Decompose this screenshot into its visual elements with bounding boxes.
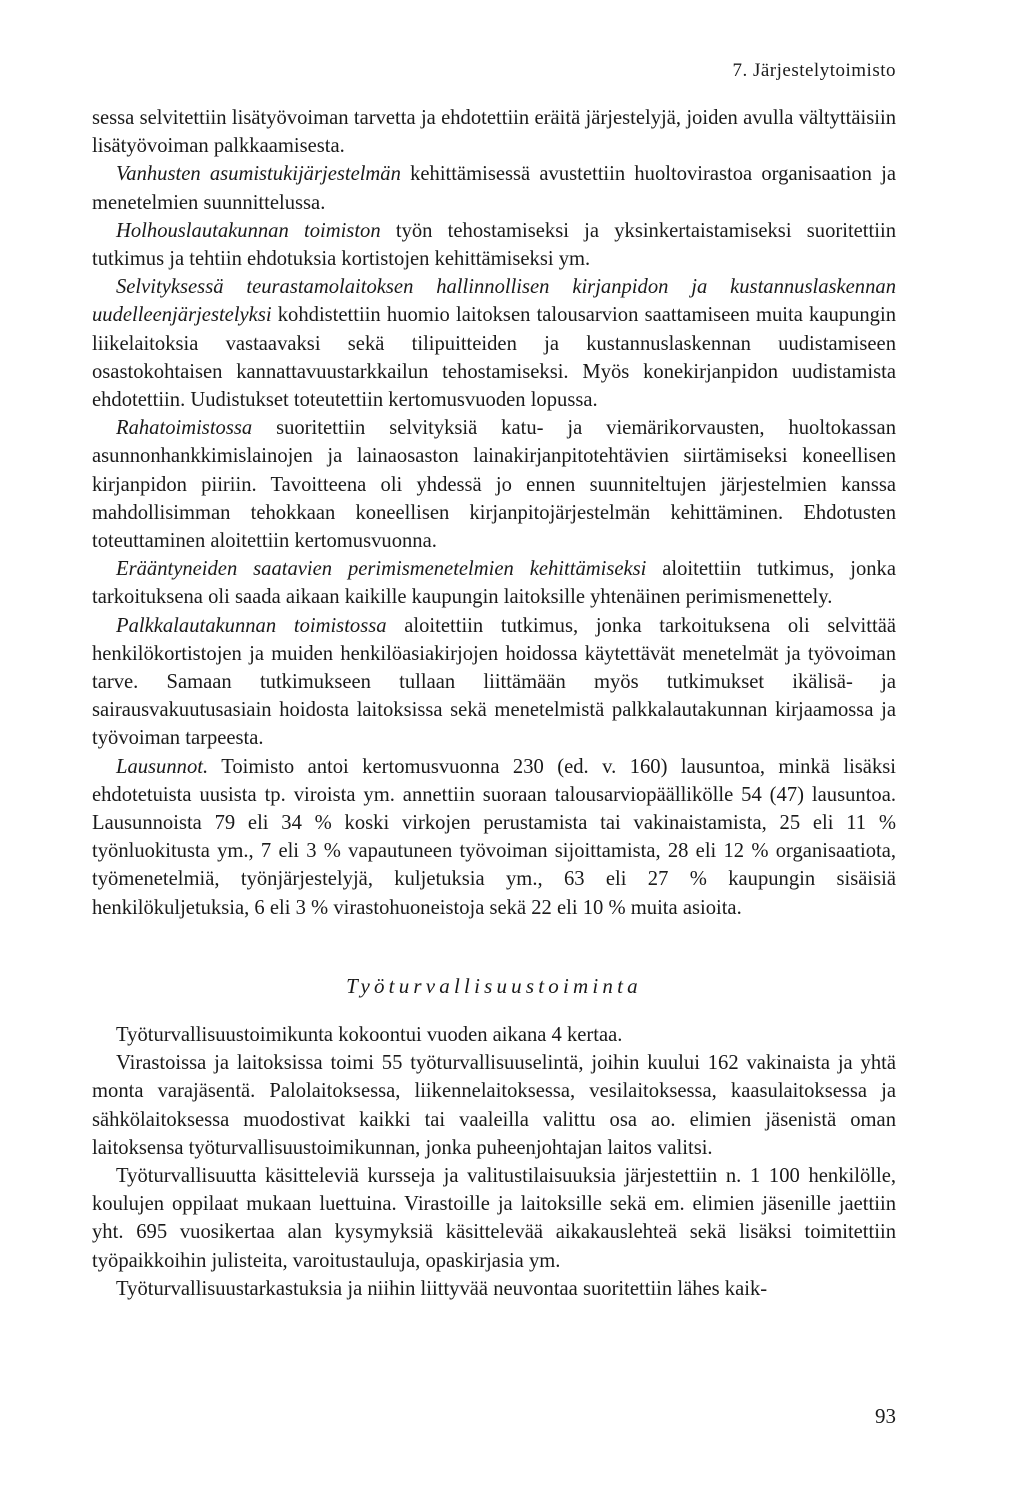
paragraph-3-lead: Selvityksessä teurastamolaitoksen hallinnollisen kirjanpidon ja kustannuslaskennan uudelleenjärjestelyksi <box>92 276 896 327</box>
page-number: 93 <box>875 1404 896 1428</box>
section-paragraph-2: Työturvallisuutta käsitteleviä kursseja ja valitustilaisuuksia järjestettiin n. 1 100 henkilölle, koulujen oppilaat mukaan luettuina. Virastoille ja laitoksille sekä em. elimien jäsenille jaettiin yht. 695 vuosikertaa alan kysymyksiä käsittelevää aikakauslehteä sekä lisäksi toimitettiin työpaikkoihin julisteita, varoitustauluja, opaskirjasia ym. <box>92 1164 896 1272</box>
paragraph-6-text: aloitettiin tutkimus, jonka tarkoituksena oli selvittää henkilökortistojen ja muiden henkilöasiakirjojen hoidossa käytettävät menetelmät ja työvoiman tarve. Samaan tutkimukseen tullaan liittämään myös tutkimukset ikälisä- ja sairausvakuutusasiain hoidosta laitoksissa sekä menetelmistä palkkalautakunnan kirjaamossa ja työvoiman tarpeesta. <box>92 614 897 750</box>
paragraph-0-text: sessa selvitettiin lisätyövoiman tarvetta ja ehdotettiin eräitä järjestelyjä, joiden avulla vältyttäisiin lisätyövoiman palkkaamisesta. <box>92 107 896 158</box>
document-page <box>92 60 896 1303</box>
paragraph-1-lead: Vanhusten asumistukijärjestelmän <box>116 163 401 186</box>
paragraph-2-lead: Holhouslautakunnan toimiston <box>116 219 381 242</box>
paragraph-7-text: Toimisto antoi kertomusvuonna 230 (ed. v. 160) lausuntoa, minkä lisäksi ehdotetuista uusista tp. viroista ym. annettiin suoraan talousarviopäällikölle 54 (47) lausuntoa. Lausunnoista 79 eli 34 % koski virkojen perustamista tai vakinaistamista, 25 eli 11 % työnluokitusta ym., 7 eli 3 % vapautuneen työvoiman sijoittamista, 28 eli 12 % organisaatiota, työmenetelmiä, työnjärjestelyjä, kuljetuksia ym., 63 eli 27 % kaupungin sisäisiä henkilökuljetuksia, 6 eli 3 % virastohuoneistoja sekä 22 eli 10 % muita asioita. <box>92 755 896 919</box>
paragraph-1-text: kehittämisessä avustettiin huoltovirastoa organisaation ja menetelmien suunnittelussa. <box>92 163 896 214</box>
body-text <box>92 104 896 922</box>
paragraph-4-lead: Rahatoimistossa <box>116 417 253 440</box>
section-heading: Työturvallisuustoiminta <box>346 973 642 998</box>
paragraph-5 <box>92 555 896 611</box>
paragraph-4-text: suoritettiin selvityksiä katu- ja viemärikorvausten, huoltokassan asunnonhankkimislainojen ja lainaosaston lainakirjanpitotehtävien siirtämiseksi koneellisen kirjanpidon piiriin. Tavoitteena oli yhdessä jo ennen suunniteltujen järjestelmien kanssa mahdollisimman tehokkaan koneellisen kirjanpitojärjestelmän kehittäminen. Ehdotusten toteuttaminen aloitettiin kertomusvuonna. <box>92 417 896 553</box>
paragraph-3-text: kohdistettiin huomio laitoksen talousarvion saattamiseen muita kaupungin liikelaitoksia vastaavaksi sekä tilipuitteiden ja kustannuslaskennan uudistamiseen osastokohtaisen kannattavuustarkkailun tehostamiseksi. Myös konekirjanpidon uudistamista ehdotettiin. Uudistukset toteutettiin kertomusvuoden lopussa. <box>92 304 896 412</box>
running-head: 7. Järjestelytoimisto <box>732 60 896 81</box>
section-paragraph-1: Virastoissa ja laitoksissa toimi 55 työturvallisuuselintä, joihin kuului 162 vakinaista ja yhtä monta varajäsentä. Palolaitoksessa, liikennelaitoksessa, vesilaitoksessa, kaasulaitoksessa ja sähkölaitoksessa muodostivat kaikki tai vaaleilla valittu osa ao. elimien jäsenistä oman laitoksensa työturvallisuustoimikunnan, jonka puheenjohtajan laitos valitsi. <box>92 1052 896 1159</box>
paragraph-6-lead: Palkkalautakunnan toimistossa <box>116 614 387 637</box>
paragraph-4 <box>92 414 896 555</box>
section-body <box>92 1021 896 1303</box>
section-paragraph-3: Työturvallisuustarkastuksia ja niihin liittyvää neuvontaa suoritettiin lähes kaik- <box>116 1277 768 1300</box>
paragraph-2 <box>92 217 896 273</box>
paragraph-7 <box>92 753 896 922</box>
paragraph-5-lead: Erääntyneiden saatavien perimismenetelmien kehittämiseksi <box>116 558 647 581</box>
paragraph-2-text: työn tehostamiseksi ja yksinkertaistamiseksi suoritettiin tutkimus ja tehtiin ehdotuksia kortistojen kehittämiseksi ym. <box>92 219 896 271</box>
section-paragraph-0: Työturvallisuustoimikunta kokoontui vuoden aikana 4 kertaa. <box>116 1023 623 1046</box>
paragraph-3 <box>92 273 896 414</box>
paragraph-5-text: aloitettiin tutkimus, jonka tarkoituksena oli saada aikaan kaikille kaupungin laitoksille yhtenäinen perimismenettely. <box>92 558 896 609</box>
paragraph-6 <box>92 612 896 753</box>
paragraph-0 <box>92 104 896 160</box>
paragraph-7-lead: Lausunnot. <box>116 755 209 778</box>
paragraph-1 <box>92 160 896 216</box>
